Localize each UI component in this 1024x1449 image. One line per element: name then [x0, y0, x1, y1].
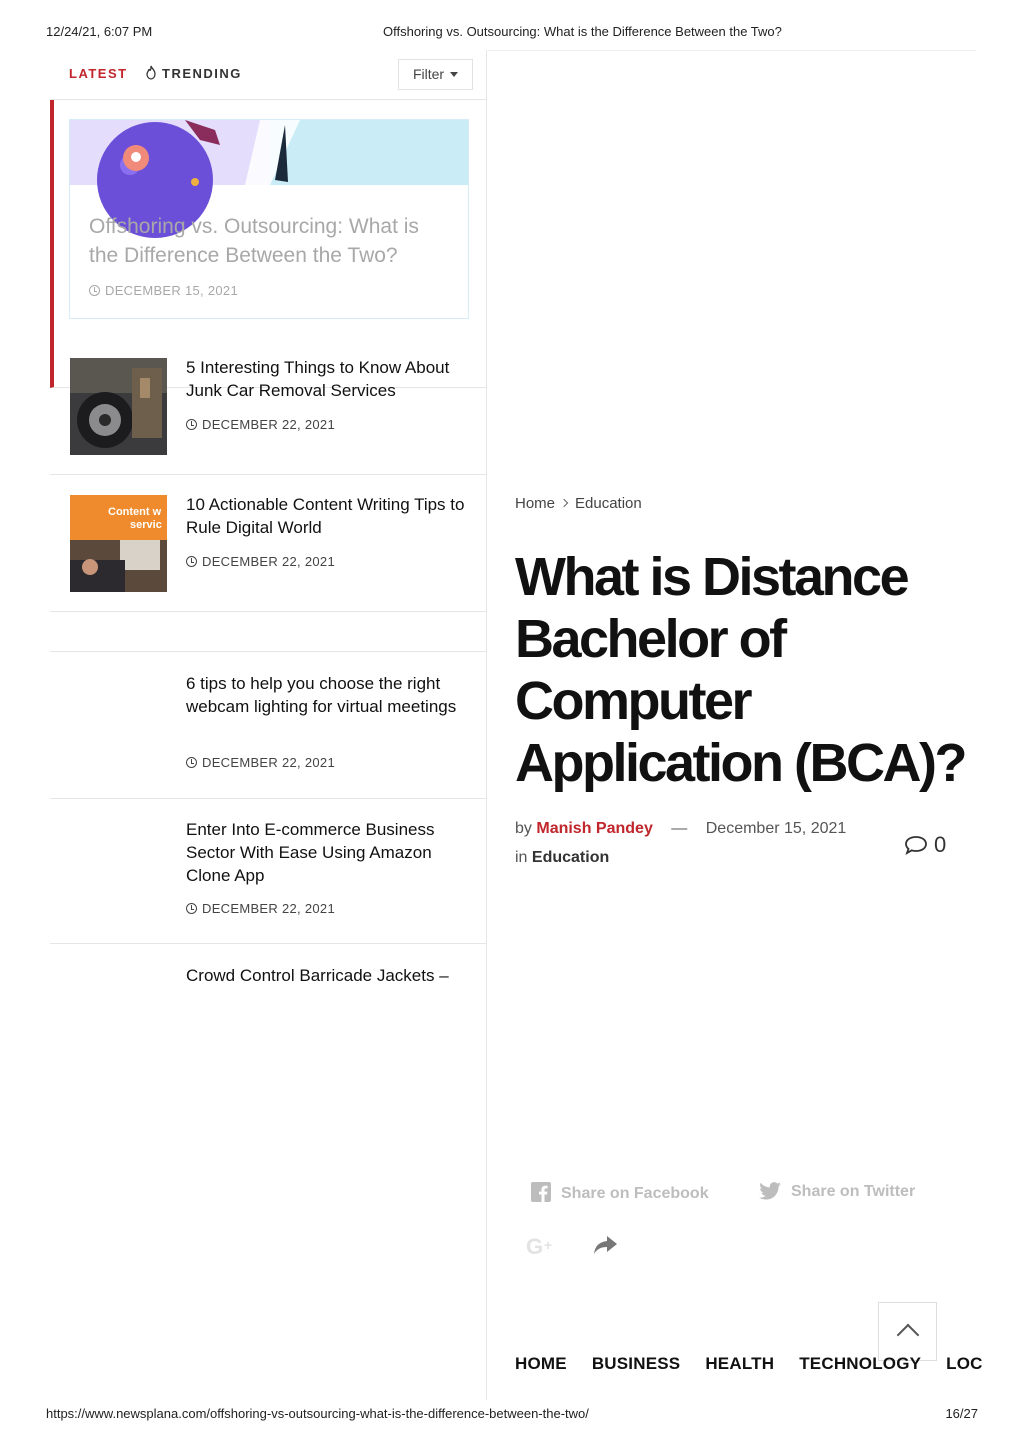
divider — [488, 50, 976, 51]
post-title[interactable]: 10 Actionable Content Writing Tips to Rule Digital World — [186, 495, 465, 537]
clock-icon — [186, 419, 197, 430]
clock-icon — [186, 903, 197, 914]
nav-item-loc[interactable]: LOC — [946, 1354, 983, 1373]
post-title[interactable]: 5 Interesting Things to Know About Junk Car Removal Services — [186, 358, 450, 400]
post-date-text: DECEMBER 22, 2021 — [202, 554, 335, 569]
post-title[interactable]: Crowd Control Barricade Jackets – — [186, 966, 449, 985]
post-title[interactable]: Enter Into E-commerce Business Sector With Ease Using Amazon Clone App — [186, 820, 435, 885]
article-main — [488, 50, 983, 1400]
print-page-number: 16/27 — [945, 1406, 978, 1421]
svg-text:G: G — [526, 1234, 544, 1259]
nav-item-technology[interactable]: TECHNOLOGY — [799, 1354, 922, 1373]
print-page-title: Offshoring vs. Outsourcing: What is the Difference Between the Two? — [383, 24, 782, 39]
breadcrumb-category[interactable]: Education — [575, 495, 642, 512]
post-title[interactable]: 6 tips to help you choose the right webcam lighting for virtual meetings — [186, 674, 457, 716]
author-link[interactable]: Manish Pandey — [536, 820, 653, 837]
comment-count: 0 — [934, 832, 947, 857]
clock-icon — [186, 757, 197, 768]
flame-icon — [146, 66, 156, 79]
article-title: What is Distance Bachelor of Computer Application (BCA)? — [515, 547, 965, 793]
post-thumbnail[interactable] — [70, 358, 167, 455]
post-date-text: DECEMBER 22, 2021 — [202, 417, 335, 432]
category-link[interactable]: Education — [531, 849, 610, 866]
post-date-text: DECEMBER 22, 2021 — [202, 901, 335, 916]
facebook-icon — [531, 1182, 551, 1202]
meta-separator: — — [671, 820, 688, 837]
post-date — [186, 417, 335, 432]
print-timestamp: 12/24/21, 6:07 PM — [46, 24, 153, 39]
featured-post-title[interactable]: Offshoring vs. Outsourcing: What is the Difference Between the Two? — [89, 215, 419, 267]
svg-text:+: + — [544, 1237, 553, 1253]
main-navigation — [515, 1354, 983, 1382]
list-separator — [50, 612, 487, 652]
list-item[interactable] — [50, 799, 487, 944]
clock-icon — [89, 285, 100, 296]
google-plus-icon[interactable] — [526, 1234, 560, 1263]
post-date-text: DECEMBER 22, 2021 — [202, 755, 335, 770]
article-date: December 15, 2021 — [705, 820, 847, 837]
featured-post-date — [89, 283, 238, 298]
back-to-top-button[interactable] — [878, 1302, 937, 1361]
by-label: by — [515, 820, 532, 837]
comment-bubble-icon — [904, 835, 928, 855]
breadcrumb — [515, 495, 642, 512]
caret-down-icon — [450, 72, 458, 77]
list-item[interactable] — [50, 944, 487, 1004]
filter-label: Filter — [412, 66, 445, 82]
share-twitter-button[interactable] — [759, 1182, 915, 1201]
share-facebook-button[interactable] — [531, 1182, 709, 1203]
chevron-right-icon — [560, 499, 568, 507]
tab-trending-label: TRENDING — [162, 66, 242, 81]
tab-latest[interactable]: LATEST — [69, 66, 128, 81]
in-label: in — [515, 849, 528, 866]
list-item[interactable] — [50, 475, 487, 612]
list-item[interactable] — [50, 338, 487, 475]
featured-post-date-text: DECEMBER 15, 2021 — [105, 283, 238, 298]
post-date — [186, 554, 335, 569]
featured-post-card[interactable] — [69, 119, 469, 319]
post-date — [186, 755, 335, 770]
print-header — [46, 24, 978, 42]
post-date — [186, 901, 335, 916]
share-facebook-label: Share on Facebook — [561, 1185, 709, 1202]
print-url: https://www.newsplana.com/offshoring-vs-outsourcing-what-is-the-difference-between-the-two/ — [46, 1406, 589, 1421]
post-thumbnail[interactable] — [70, 495, 167, 592]
tab-trending[interactable] — [146, 66, 242, 81]
svg-text:servic: servic — [130, 519, 162, 531]
nav-item-business[interactable]: BUSINESS — [591, 1354, 681, 1373]
sidebar-tabbar — [50, 50, 487, 100]
latest-posts-sidebar — [50, 50, 487, 1400]
share-forward-icon[interactable] — [593, 1234, 619, 1261]
svg-text:Content w: Content w — [108, 506, 162, 518]
list-item[interactable] — [50, 652, 487, 799]
share-twitter-label: Share on Twitter — [791, 1183, 916, 1200]
twitter-icon — [759, 1182, 781, 1200]
nav-item-home[interactable]: HOME — [515, 1354, 567, 1373]
featured-post-thumbnail — [70, 120, 468, 185]
filter-dropdown[interactable] — [398, 59, 473, 90]
nav-item-health[interactable]: HEALTH — [705, 1354, 775, 1373]
breadcrumb-home[interactable]: Home — [515, 495, 556, 512]
clock-icon — [186, 556, 197, 567]
comments-link[interactable] — [904, 832, 946, 858]
